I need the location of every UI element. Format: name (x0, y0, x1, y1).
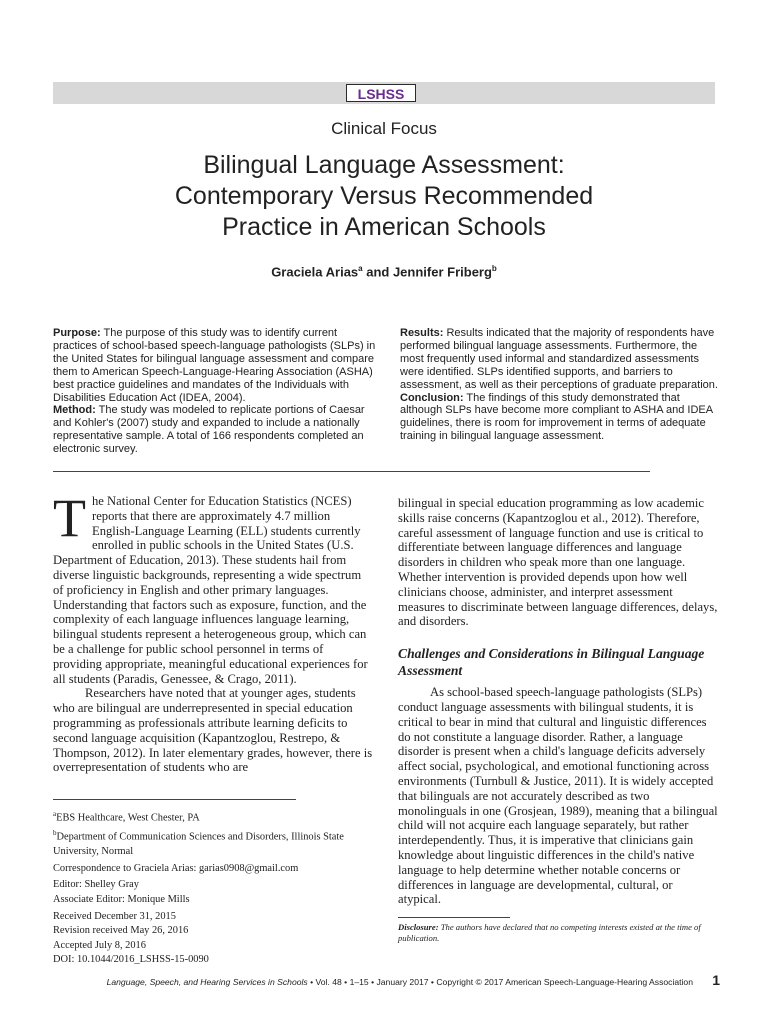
body-paragraph: As school-based speech-language pathologists (SLPs) conduct language assessments with bilingual students, it is critical to bear in mind that cultural and linguistic differences do not constitute a language disorder. Rather, a language disorder is present when a child's language deficits adversely affect social, psychological, and emotional functioning across environments (Turnbull & Justice, 2011). It is widely accepted that bilinguals are not accurately described as two monolinguals in one (Grosjean, 1989), meaning that a bilingual child will not acquire each language separately, but rather interdependently. Thus, it is imperative that clinicians gain knowledge about linguistic differences in the child's native language to help determine whether notable concerns or differences in language are developmental, cultural, or atypical. (398, 685, 718, 907)
affiliation-b (53, 826, 373, 860)
title-line: Bilingual Language Assessment: (203, 151, 565, 179)
journal-badge: LSHSS (346, 84, 416, 102)
abstract-label: Method: (53, 404, 96, 417)
section-heading: Challenges and Considerations in Bilingual Language Assessment (398, 646, 705, 679)
author-name: Graciela Arias (271, 264, 359, 280)
author-line (0, 264, 768, 279)
abstract-text: Results indicated that the majority of respondents have performed bilingual language assessments. Furthermore, the most frequently used informal and standardized assessments were identified. SLPs identified supports, and barriers to assessment, as well as their perceptions of graduate preparation. (400, 327, 718, 391)
affiliation-marker: a (358, 264, 363, 273)
associate-editor: Associate Editor: Monique Mills (53, 893, 190, 905)
article-title (84, 150, 684, 243)
abstract-text: The findings of this study demonstrated that although SLPs have become more compliant to ASHA and IDEA guidelines, there is room for improvement in terms of adequate training in bilingual language assessment. (400, 391, 713, 443)
abstract-conclusion (400, 392, 723, 444)
disclosure-divider (398, 917, 510, 918)
abstract-text: The purpose of this study was to identify current practices of school-based speech-language pathologists (SLPs) in the United States for bilingual language assessment and compare them to American Speech-Language-Hearing Association (ASHA) best practice guidelines and mandates of the Individuals with Disabilities Education Act (IDEA, 2004). (53, 327, 376, 404)
section-label: Clinical Focus (331, 119, 437, 138)
doi: DOI: 10.1044/2016_LSHSS-15-0090 (53, 954, 209, 966)
affiliation-marker: a (53, 810, 57, 818)
footer-journal: Language, Speech, and Hearing Services in Schools (106, 977, 308, 987)
abstract-label: Conclusion: (400, 391, 464, 404)
author-name: Jennifer Friberg (392, 264, 492, 280)
drop-cap: T (53, 488, 86, 548)
footnotes (53, 807, 373, 968)
page-footer (53, 977, 693, 987)
affiliation-text: EBS Healthcare, West Chester, PA (56, 812, 200, 824)
abstract-text: The study was modeled to replicate portions of Caesar and Kohler's (2007) study and expanded to include a nationally representative sample. A total of 166 respondents completed an electronic survey. (53, 404, 365, 456)
author-conjunction: and (362, 264, 393, 280)
body-column-left (53, 488, 373, 775)
body-paragraph (53, 488, 373, 686)
body-paragraph: bilingual in special education programming as low academic skills raise concerns (Kapantzoglou et al., 2012). Therefore, careful assessment of language function and use is critical to differentiate between language differences and language disorders in children who speak more than one language. Whether intervention is provided depends upon how well clinicians choose, administer, and interpret assessment measures to discriminate between language differences, delays, and disorders. (398, 496, 718, 629)
disclosure-text: The authors have declared that no competing interests existed at the time of publication. (398, 922, 701, 943)
footer-details: • Vol. 48 • 1–15 • January 2017 • Copyright © 2017 American Speech-Language-Hearing Association (307, 977, 693, 987)
paragraph-text: he National Center for Education Statistics (NCES) reports that there are approximately 4.7 million English-Language Learning (ELL) students currently enrolled in public schools in the United States (U.S. Department of Education, 2013). These students hail from diverse linguistic backgrounds, representing a wide spectrum of proficiency in English and other primary languages. Understanding that factors such as exposure, function, and the complexity of each language influences language learning, bilingual students represent a heterogeneous group, which can be a challenge for public school personnel in terms of providing appropriate, meaningful educational experiences for all students (Paradis, Genessee, & Crago, 2011). (53, 494, 368, 686)
abstract-divider (53, 471, 650, 472)
abstract-method (53, 404, 376, 456)
abstract-left (53, 327, 376, 456)
abstract-purpose (53, 327, 376, 404)
correspondence: Correspondence to Graciela Arias: garias0908@gmail.com (53, 862, 299, 874)
affiliation-marker: b (491, 264, 497, 273)
disclosure-label: Disclosure: (398, 922, 439, 932)
received-date: Received December 31, 2015 (53, 910, 176, 922)
abstract-label: Results: (400, 327, 444, 339)
affiliation-text: Department of Communication Sciences and Disorders, Illinois State University, Normal (53, 831, 344, 858)
title-line: Practice in American Schools (222, 213, 546, 241)
affiliation-marker: b (53, 829, 57, 838)
affiliation-a (53, 807, 373, 826)
abstract-label: Purpose: (53, 327, 101, 339)
page-number: 1 (712, 972, 720, 988)
abstract-results (400, 327, 723, 392)
editor: Editor: Shelley Gray (53, 879, 139, 891)
revision-date: Revision received May 26, 2016 (53, 925, 189, 937)
footnote-divider (53, 799, 296, 800)
body-column-right (398, 496, 718, 907)
body-paragraph: Researchers have noted that at younger ages, students who are bilingual are underrepresented in special education programming as professionals attribute learning deficits to second language acquisition (Kapantzoglou, Restrepo, & Thompson, 2012). In later elementary grades, however, there is overrepresentation of students who are (53, 686, 373, 775)
abstract-right (400, 327, 723, 443)
title-line: Contemporary Versus Recommended (174, 182, 594, 210)
accepted-date: Accepted July 8, 2016 (53, 939, 146, 951)
disclosure (398, 922, 718, 944)
